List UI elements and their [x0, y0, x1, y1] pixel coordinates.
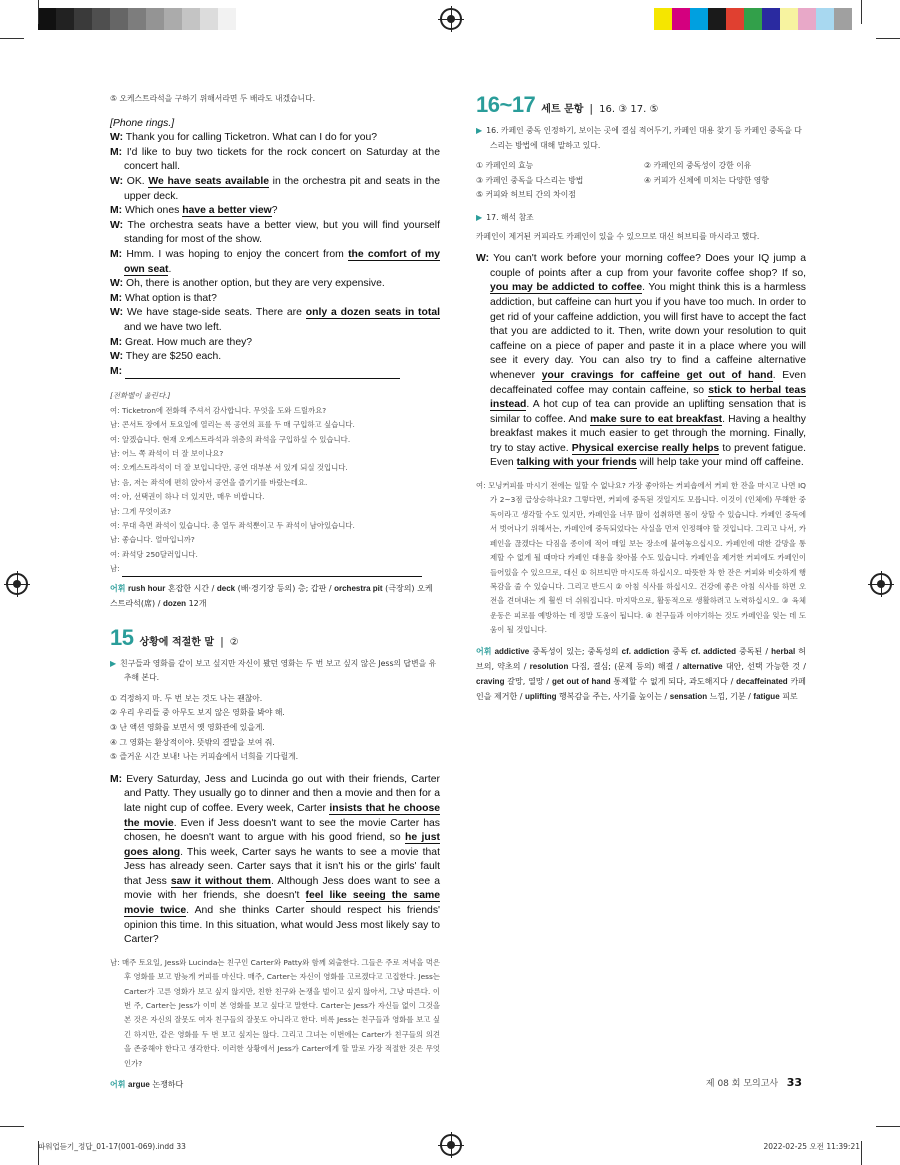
vocab-word: argue [128, 1080, 150, 1090]
ko-dialogue-line: 남: 어느 쪽 좌석이 더 잘 보이나요? [110, 448, 224, 458]
gray-swatch [146, 8, 164, 30]
gray-swatch [74, 8, 92, 30]
ko-dialogue-line: 남: [110, 562, 440, 576]
gray-swatch [182, 8, 200, 30]
vocab-meaning: (배·경기장 등의) 층; 갑판 / [235, 583, 335, 593]
dialogue-line [110, 277, 440, 292]
dialogue-line [110, 131, 440, 146]
vocab-meaning: 피로 [779, 691, 798, 701]
text-run: . Having a healthy breakfast makes it much easier to get through the morning. Finally, try to stay active. [490, 413, 806, 454]
q15-description [110, 657, 440, 686]
color-swatch [816, 8, 834, 30]
speaker: M: [110, 336, 123, 348]
vocab-word: resolution [529, 661, 569, 671]
key-phrase: saw it without them [170, 875, 271, 887]
key-phrase: make sure to eat breakfast [590, 413, 723, 425]
crop-mark [876, 38, 900, 39]
text-run: . Although Jess does want to see a movie with her friends, she doesn't [124, 875, 440, 902]
gray-swatch [38, 8, 56, 30]
speaker: 여: [476, 481, 486, 491]
section-number: 15 [110, 624, 134, 650]
vocab-box-14 [110, 581, 440, 611]
vocab-meaning: 카페인을 제거한 / [476, 676, 806, 701]
speaker: M: [110, 248, 123, 260]
stage-direction: [Phone rings.] [110, 117, 175, 129]
speaker: M: [110, 292, 123, 304]
text-run: Oh, there is another option, but they are very expensive. [125, 278, 385, 290]
text-run: Every Saturday, Jess and Lucinda go out with their friends, Carter and Patty. They usually go to dinner and then a movie and then for a late night cup of coffee. Every week, Carter [124, 773, 441, 814]
vocab-meaning: 중독된 / [735, 646, 772, 656]
vocab-meaning: 중독성이 있는; 중독성의 [529, 646, 622, 656]
vocab-meaning: 느낌, 기분 / [707, 691, 754, 701]
ko-dialogue-line: 남: 그게 무엇이죠? [110, 506, 172, 516]
section-16-17-header [476, 92, 806, 118]
q15-options [110, 692, 440, 765]
option-item: ③ 카페인 중독을 다스리는 방법 [476, 175, 584, 185]
ko-dialogue-line: 여: 무대 측면 좌석이 있습니다. 총 열두 좌석뿐이고 두 좌석이 남아있습니다. [110, 520, 355, 530]
gray-swatch [128, 8, 146, 30]
section-answer: ② [229, 636, 239, 648]
text-run: ? [271, 205, 278, 217]
color-swatch [762, 8, 780, 30]
divider: | [220, 634, 224, 648]
text-run: . Even if Jess doesn't want to see the movie Carter has chosen, he doesn't want to argue with his good friend, so [124, 817, 440, 844]
speaker: W: [476, 253, 490, 265]
q15-ko-passage [110, 956, 440, 1071]
ko-dialogue-line: 여: 오케스트라석이 더 잘 보입니다만, 공연 대부분 서 있게 되실 것입니다. [110, 463, 348, 473]
vocab-word: sensation [669, 691, 708, 701]
dialogue-line [110, 248, 440, 277]
color-swatch [744, 8, 762, 30]
vocab-box-16-17 [476, 644, 806, 704]
ko-dialogue-line: 남: 콘서트 장에서 토요일에 열리는 록 공연의 표를 두 매 구입하고 싶습니다. [110, 420, 355, 430]
triangle-icon: ▶ [476, 212, 483, 222]
vocab-word: alternative [682, 661, 723, 671]
section-title: 상황에 적절한 말 [139, 636, 215, 648]
crop-mark [876, 1126, 900, 1127]
section-15-header [110, 625, 440, 651]
vocab-word: craving [476, 676, 505, 686]
q17-head-text: 17. 해석 참조 [486, 212, 534, 222]
dialogue-line [110, 306, 440, 335]
crop-mark [38, 0, 39, 24]
vocab-label: 어휘 [476, 646, 492, 656]
text-run: . You might think this is a harmless addiction, but caffeine can hurt you if you have too much. In order to get rid of your caffeine addiction, you will first have to accept the fact that you are addicted to it. Then, write down your resolution to quit caffeine on a piece of paper and paste it in a place where you will see it every day. You can also try to find a caffeine alternative whenever [490, 282, 807, 381]
color-swatch [834, 8, 852, 30]
page-number: 33 [786, 1076, 802, 1089]
key-phrase: the comfort of my own seat [124, 248, 441, 275]
q16-desc-text: 16. 카페인 중독 인정하기, 보이는 곳에 결심 적어두기, 카페인 대용 찾기 등 카페인 중독을 다스리는 방법에 대해 말하고 있다. [486, 126, 802, 150]
text-run: Which ones [125, 205, 183, 217]
key-phrase: insists that he choose the movie [124, 802, 440, 829]
key-phrase: talking with your friends [516, 457, 637, 469]
slug-filename: 파워업듣기_정답_01-17(001-069).indd 33 [38, 1142, 186, 1151]
q15-desc-text: 친구들과 영화를 같이 보고 싶지만 자신이 봤던 영화는 두 번 보고 싶지 않은 Jess의 답변을 유추해 본다. [120, 658, 437, 683]
speaker: W: [110, 175, 124, 187]
q15-passage [110, 773, 440, 948]
ko-dialogue-line: 여: 아, 선택권이 하나 더 있지만, 매우 비쌉니다. [110, 492, 265, 502]
vocab-meaning: 대안, 선택 가능한 것 / [722, 661, 806, 671]
dialogue-line [110, 350, 440, 365]
speaker: W: [110, 132, 124, 144]
option-item: ② 우리 우리들 중 아무도 보지 않은 영화를 봐야 해. [110, 708, 285, 718]
grayscale-bar [38, 8, 254, 30]
ko-dialogue-line: 남: 음, 저는 좌석에 편히 앉아서 공연을 즐기기를 바랐는데요. [110, 477, 308, 487]
q16-17-ko-passage [476, 479, 806, 637]
section-title: 세트 문항 [541, 104, 584, 115]
text-run: OK. [126, 175, 149, 187]
text-run: . [168, 263, 172, 275]
text-run: will help take your mind off caffeine. [636, 457, 804, 469]
text-run: We have stage-side seats. There are [126, 307, 306, 319]
dialogue-line [110, 336, 440, 351]
vocab-word: cf. addicted [690, 646, 736, 656]
ko-dialogue-line: 여: Ticketron에 전화해 주셔서 감사합니다. 무엇을 도와 드릴까요? [110, 405, 327, 415]
speaker: M: [110, 773, 123, 785]
dialogue-line [110, 219, 440, 248]
speaker: M: [110, 146, 123, 158]
color-swatch [708, 8, 726, 30]
key-phrase: you may be addicted to coffee [490, 282, 643, 294]
color-bar [654, 8, 852, 30]
color-swatch [672, 8, 690, 30]
dialogue-line [110, 204, 440, 219]
speaker: M: [110, 205, 123, 217]
vocab-word: rush hour [128, 583, 166, 593]
vocab-word: herbal [771, 646, 796, 656]
text-run: Thank you for calling Ticketron. What can I do for you? [125, 132, 378, 144]
gray-swatch [218, 8, 236, 30]
option-item: ③ 난 액션 영화를 보면서 옛 영화관에 있을게. [110, 722, 265, 732]
vocab-meaning: 혼잡한 시간 / [165, 583, 217, 593]
slug-timestamp: 2022-02-25 오전 11:39:21 [763, 1142, 860, 1151]
exam-label: 제 08 회 모의고사 [705, 1079, 779, 1089]
vocab-meaning: 갈망, 열망 / [504, 676, 552, 686]
text-run: . And she thinks Carter should respect his friends' opinion this time. In this situation, what would Jess most likely say to Carter? [124, 905, 441, 946]
text-run: . This week, Carter says he wants to see a movie that Jess has already seen. Carter says that it isn't his or the girls' fault that Jess [124, 846, 440, 887]
key-phrase: We have seats available [148, 175, 269, 187]
text-run: You can't work before your morning coffee? Does your IQ jump a couple of points after a cup from your favorite coffee shop? If so, [490, 253, 806, 279]
vocab-label: 어휘 [110, 583, 126, 593]
dialogue-line [110, 365, 440, 380]
q14-option-5: ⑤ 오케스트라석을 구하기 위해서라면 두 배라도 내겠습니다. [110, 94, 316, 103]
section-number: 16~17 [476, 92, 536, 117]
left-column [110, 92, 440, 1092]
triangle-icon: ▶ [110, 658, 117, 668]
text-run: . Even decaffeinated coffee may contain caffeine, so [490, 369, 806, 396]
text-run: Hmm. I was hoping to enjoy the concert from [126, 248, 349, 260]
vocab-word: orchestra pit [334, 583, 383, 593]
gray-swatch [236, 8, 254, 30]
ko-dialogue-line: 여: 알겠습니다. 현재 오케스트라석과 위층의 좌석을 구입하실 수 있습니다. [110, 434, 351, 444]
gray-swatch [92, 8, 110, 30]
key-phrase: have a better view [182, 205, 272, 217]
speaker: 남: [110, 957, 120, 967]
answer-blank [122, 569, 422, 577]
text-run: to prevent fatigue. Even [490, 442, 806, 469]
q14-ko-dialogue [110, 404, 440, 577]
text-run: . A hot cup of tea can provide an uplifting sensation that is similar to coffee. And [490, 399, 806, 425]
color-swatch [798, 8, 816, 30]
registration-mark-bottom [440, 1134, 462, 1156]
ko-passage-text: 모닝커피를 마시기 전에는 일할 수 없나요? 가장 좋아하는 커피숍에서 커피 한 잔을 마시고 나면 IQ가 2~3점 급상승하나요? 그렇다면, 커피에 중독된 것일지도 모릅니다. 이것이 (인체에) 무해한 중독이라고 생각할 수도 있지만, 카페인을 너무 많이 섭취하면 몸이 상할 수 있습니다. 카페인 중독에서 벗어나기 위해서는, 카페인에 중독되었다는 사실을 먼저 인정해야 할 것입니다. 그리고 나서, 카페인을 끊겠다는 다짐을 종이에 적어 매일 보는 장소에 붙여놓으십시오. 카페인에 대한 갈망을 통제할 수 없게 될 때마다 카페인 대용을 찾아볼 수도 있습니다. 카페인을 제거한 커피에도 카페인이 들어있을 수 있으므로, 대신 ① 허브티만 마시도록 하십시오. 따뜻한 차 한 잔은 커피와 비슷하게 행복감을 줄 수 있습니다. 그리고 반드시 ② 아침 식사를 하십시오. 건강에 좋은 아침 식사를 하면 오전을 견뎌내는 게 훨씬 더 쉬워집니다. 마지막으로, 활동적으로 생활하려고 노력하십시오. ③ 육체 운동은 피로를 예방하는 데 정말 도움이 됩니다. ④ 친구들과 이야기하는 것도 카페인을 잊는 데 도움이 될 것입니다. [488, 481, 806, 635]
q14-dialogue [110, 131, 440, 379]
answer-blank [125, 369, 400, 379]
q15-ko-text: 매주 토요일, Jess와 Lucinda는 친구인 Carter와 Patty와 함께 외출한다. 그들은 주로 저녁을 먹은 후 영화를 보고 밤늦게 커피를 마신다. 매주, Carter는 자신이 영화를 고르겠다고 고집한다. Jess는 Carter가 고른 영화가 보고 싶지 않지만, 친한 친구와 논쟁을 벌이고 싶지 않아서, 그냥 따른다. 이번 주, Carter는 Jess가 이미 본 영화를 보고 싶다고 말한다. Carter는 Jess가 자신들 없이 그것을 본 것은 자신의 잘못도 여자 친구들의 잘못도 아니라고 한다. 비록 Jess는 친구들과 영화를 보고 싶긴 하지만, 같은 영화를 두 번 보고 싶지는 않다. 그리고 그녀는 이번에는 Carter가 친구들의 의견을 존중해야 한다고 생각한다. 이러한 상황에서 Jess가 Carter에게 할 말로 가장 적절한 것은 무엇인가? [122, 957, 440, 1068]
crop-mark [0, 38, 24, 39]
gray-swatch [56, 8, 74, 30]
ko-dialogue-line: 여: 좌석당 250달러입니다. [110, 549, 198, 559]
vocab-meaning: 다짐, 결심; (문제 등의) 해결 / [568, 661, 683, 671]
vocab-word: cf. addiction [621, 646, 670, 656]
key-phrase: he just goes along [124, 832, 440, 858]
text-run: They are $250 each. [125, 351, 222, 363]
registration-mark-top [440, 8, 462, 30]
speaker: M: [110, 365, 123, 377]
key-phrase: stick to herbal teas instead [490, 384, 806, 411]
ko-dialogue-line: 남: 좋습니다. 얼마입니까? [110, 535, 195, 545]
vocab-meaning: 12개 [186, 598, 207, 608]
vocab-word: addictive [494, 646, 530, 656]
vocab-word: get out of hand [551, 676, 611, 686]
gray-swatch [200, 8, 218, 30]
text-run: I'd like to buy two tickets for the rock concert on Saturday at the concert hall. [124, 146, 440, 173]
color-swatch [690, 8, 708, 30]
speaker: W: [110, 351, 124, 363]
key-phrase: Physical exercise really helps [571, 442, 720, 454]
color-swatch [654, 8, 672, 30]
vocab-word: uplifting [524, 691, 557, 701]
vocab-box-15 [110, 1077, 440, 1092]
gray-swatch [110, 8, 128, 30]
text-run: Great. How much are they? [125, 336, 253, 348]
q16-17-passage [476, 252, 806, 471]
registration-mark-left [6, 573, 28, 595]
vocab-word: deck [216, 583, 236, 593]
page-footer [706, 1076, 802, 1089]
vocab-meaning: 논쟁하다 [149, 1080, 184, 1090]
crop-mark [0, 1126, 24, 1127]
option-item: ① 걱정하지 마. 두 번 보는 것도 나는 괜찮아. [110, 693, 263, 703]
text-run: in the orchestra pit and seats in the upper deck. [124, 175, 441, 202]
text-run: What option is that? [125, 292, 217, 304]
vocab-label: 어휘 [110, 1080, 126, 1090]
speaker: W: [110, 307, 124, 319]
vocab-meaning: 행복감을 주는, 사기를 높이는 / [556, 691, 670, 701]
crop-mark [861, 0, 862, 24]
option-item: ② 카페인의 중독성이 강한 이유 [644, 161, 752, 171]
q16-options [476, 159, 806, 203]
right-column [476, 92, 806, 704]
speaker: W: [110, 278, 124, 290]
vocab-meaning: 허브의, 약초의 / [476, 646, 806, 671]
dialogue-line [110, 175, 440, 204]
key-phrase: only a dozen seats in total [305, 307, 440, 319]
key-phrase: feel like seeing the same movie twice [124, 890, 440, 917]
q17-header [476, 211, 806, 226]
speaker: W: [110, 219, 124, 231]
option-item: ④ 그 영화는 환상적이야. 뜻밖의 결말을 보여 줘. [110, 737, 275, 747]
option-item: ⑤ 즐거운 시간 보내! 나는 커피숍에서 너희를 기다릴게. [110, 752, 299, 762]
q16-description [476, 124, 806, 153]
crop-mark [861, 1141, 862, 1165]
triangle-icon: ▶ [476, 126, 483, 135]
vocab-word: fatigue [753, 691, 780, 701]
registration-mark-right [870, 573, 892, 595]
key-phrase: your cravings for caffeine get out of hand [541, 369, 773, 381]
dialogue-line [110, 146, 440, 175]
divider: | [589, 102, 594, 115]
vocab-meaning: 중독 [669, 646, 691, 656]
color-swatch [726, 8, 744, 30]
option-item: ① 카페인의 효능 [476, 161, 534, 171]
q17-description: 카페인이 제거된 커피라도 카페인이 있을 수 있으므로 대신 허브티를 마시라고 했다. [476, 231, 760, 241]
dialogue-line [110, 292, 440, 307]
option-item: ⑤ 커피와 허브티 간의 차이점 [476, 190, 576, 200]
vocab-word: dozen [162, 598, 187, 608]
vocab-word: decaffeinated [736, 676, 788, 686]
vocab-meaning: (극장의) 오케스트라석(席) / [110, 583, 433, 608]
option-item: ④ 커피가 신체에 미치는 다양한 영향 [644, 175, 769, 185]
color-swatch [780, 8, 798, 30]
vocab-meaning: 통제할 수 없게 되다, 과도해지다 / [610, 676, 737, 686]
ko-stage-direction: [전화벨이 울린다.] [110, 391, 171, 401]
section-answer: 16. ③ 17. ⑤ [599, 104, 659, 115]
text-run: and we have two left. [124, 321, 222, 333]
text-run: The orchestra seats have a better view, but you will find yourself standing for most of the show. [124, 219, 440, 246]
gray-swatch [164, 8, 182, 30]
